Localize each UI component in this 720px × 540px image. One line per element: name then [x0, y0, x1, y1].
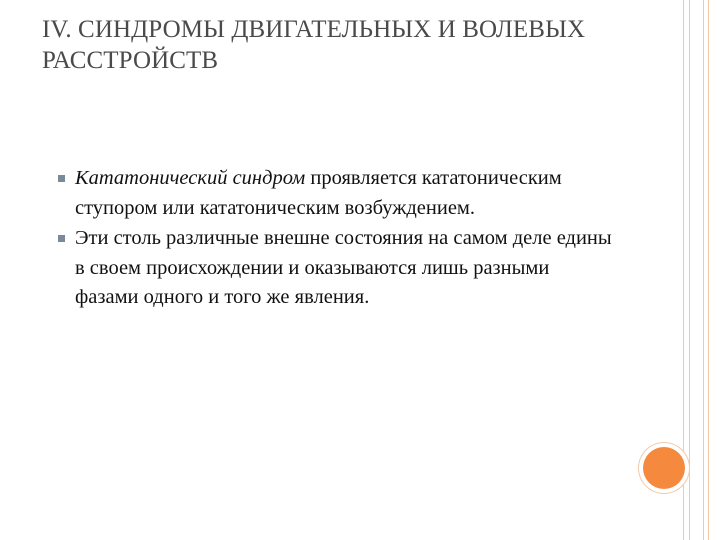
- bullet-list: [56, 164, 616, 314]
- bullet-item: [56, 164, 616, 223]
- accent-circle: [643, 447, 685, 489]
- square-bullet-icon: [58, 235, 65, 242]
- square-bullet-icon: [58, 175, 65, 182]
- bullet-text: проявляется кататоническим ступором или кататоническим возбуждением.: [75, 167, 562, 219]
- slide-title: IV. СИНДРОМЫ ДВИГАТЕЛЬНЫХ И ВОЛЕВЫХ РАССТРОЙСТВ: [42, 16, 586, 74]
- bullet-text: Эти столь различные внешне состояния на самом деле едины в своем происхождении и оказываются лишь разными фазами одного и того же явления.: [75, 227, 612, 308]
- decorative-rail: [703, 0, 704, 540]
- decorative-rail: [689, 0, 690, 540]
- bullet-item: [56, 224, 616, 313]
- decorative-rail: [708, 0, 709, 540]
- bullet-term: Кататонический синдром: [75, 167, 306, 189]
